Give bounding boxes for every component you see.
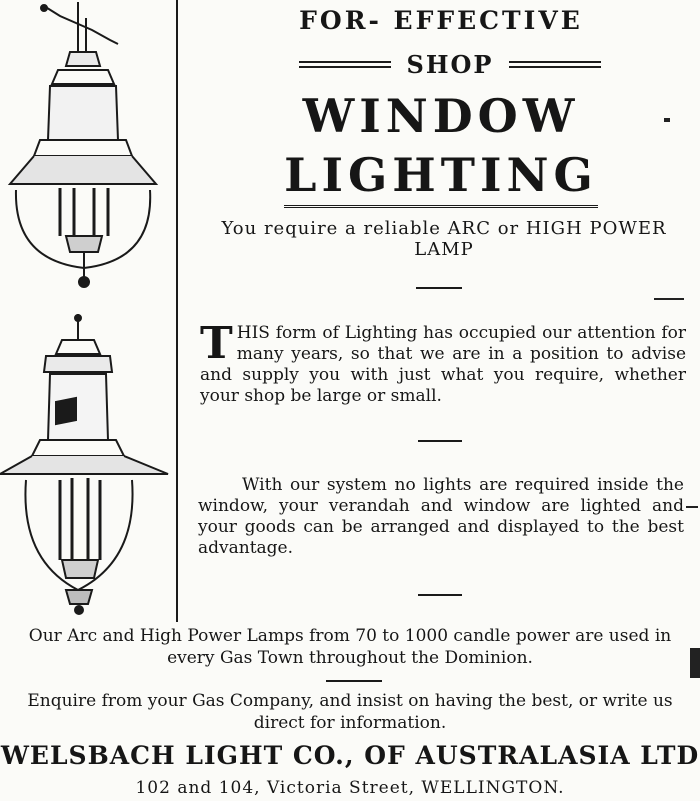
lower-lamp-icon <box>0 314 168 614</box>
speck <box>664 118 670 122</box>
headline-line-2: SHOP <box>406 50 494 79</box>
enquire-statement: Enquire from your Gas Company, and insist on having the best, or write us direct for information. <box>27 691 673 733</box>
divider-4 <box>326 680 382 682</box>
lamps-statement: Our Arc and High Power Lamps from 70 to 1000 candle power are used in every Gas Town throughout the Dominion. <box>28 626 672 668</box>
headline-lighting-wrap <box>182 148 700 202</box>
paragraph-attention-text: HIS form of Lighting has occupied our attention for many years, so that we are in a position to advise and supply you with just what you require, whether your shop be large or small. <box>200 323 686 406</box>
speck <box>690 648 700 678</box>
divider-3 <box>418 594 462 596</box>
speck <box>654 298 684 300</box>
paragraph-system: With our system no lights are required inside the window, your verandah and window are lighted and your goods can be arranged and displayed to the best advantage. <box>198 475 684 558</box>
headline-shop-row <box>200 50 700 79</box>
divider-2 <box>418 440 462 442</box>
company-address: 102 and 104, Victoria Street, WELLINGTON. <box>135 778 565 798</box>
headline-window: WINDOW <box>302 89 580 143</box>
lamp-drawings <box>0 0 176 622</box>
double-rule-right <box>509 61 601 68</box>
headline-lighting: LIGHTING <box>284 148 598 208</box>
headline-line-1: FOR- EFFECTIVE <box>299 6 583 35</box>
drop-cap: T <box>200 318 233 369</box>
paragraph-attention <box>200 318 686 407</box>
double-rule-left <box>299 61 391 68</box>
company-name: WELSBACH LIGHT CO., OF AUSTRALASIA LTD <box>0 741 700 770</box>
lamp-illustrations <box>0 0 178 622</box>
requirement-text: You require a reliable ARC or HIGH POWER LAMP <box>221 218 667 260</box>
upper-lamp-icon <box>10 2 156 287</box>
divider-1 <box>416 287 462 289</box>
speck <box>686 506 698 508</box>
